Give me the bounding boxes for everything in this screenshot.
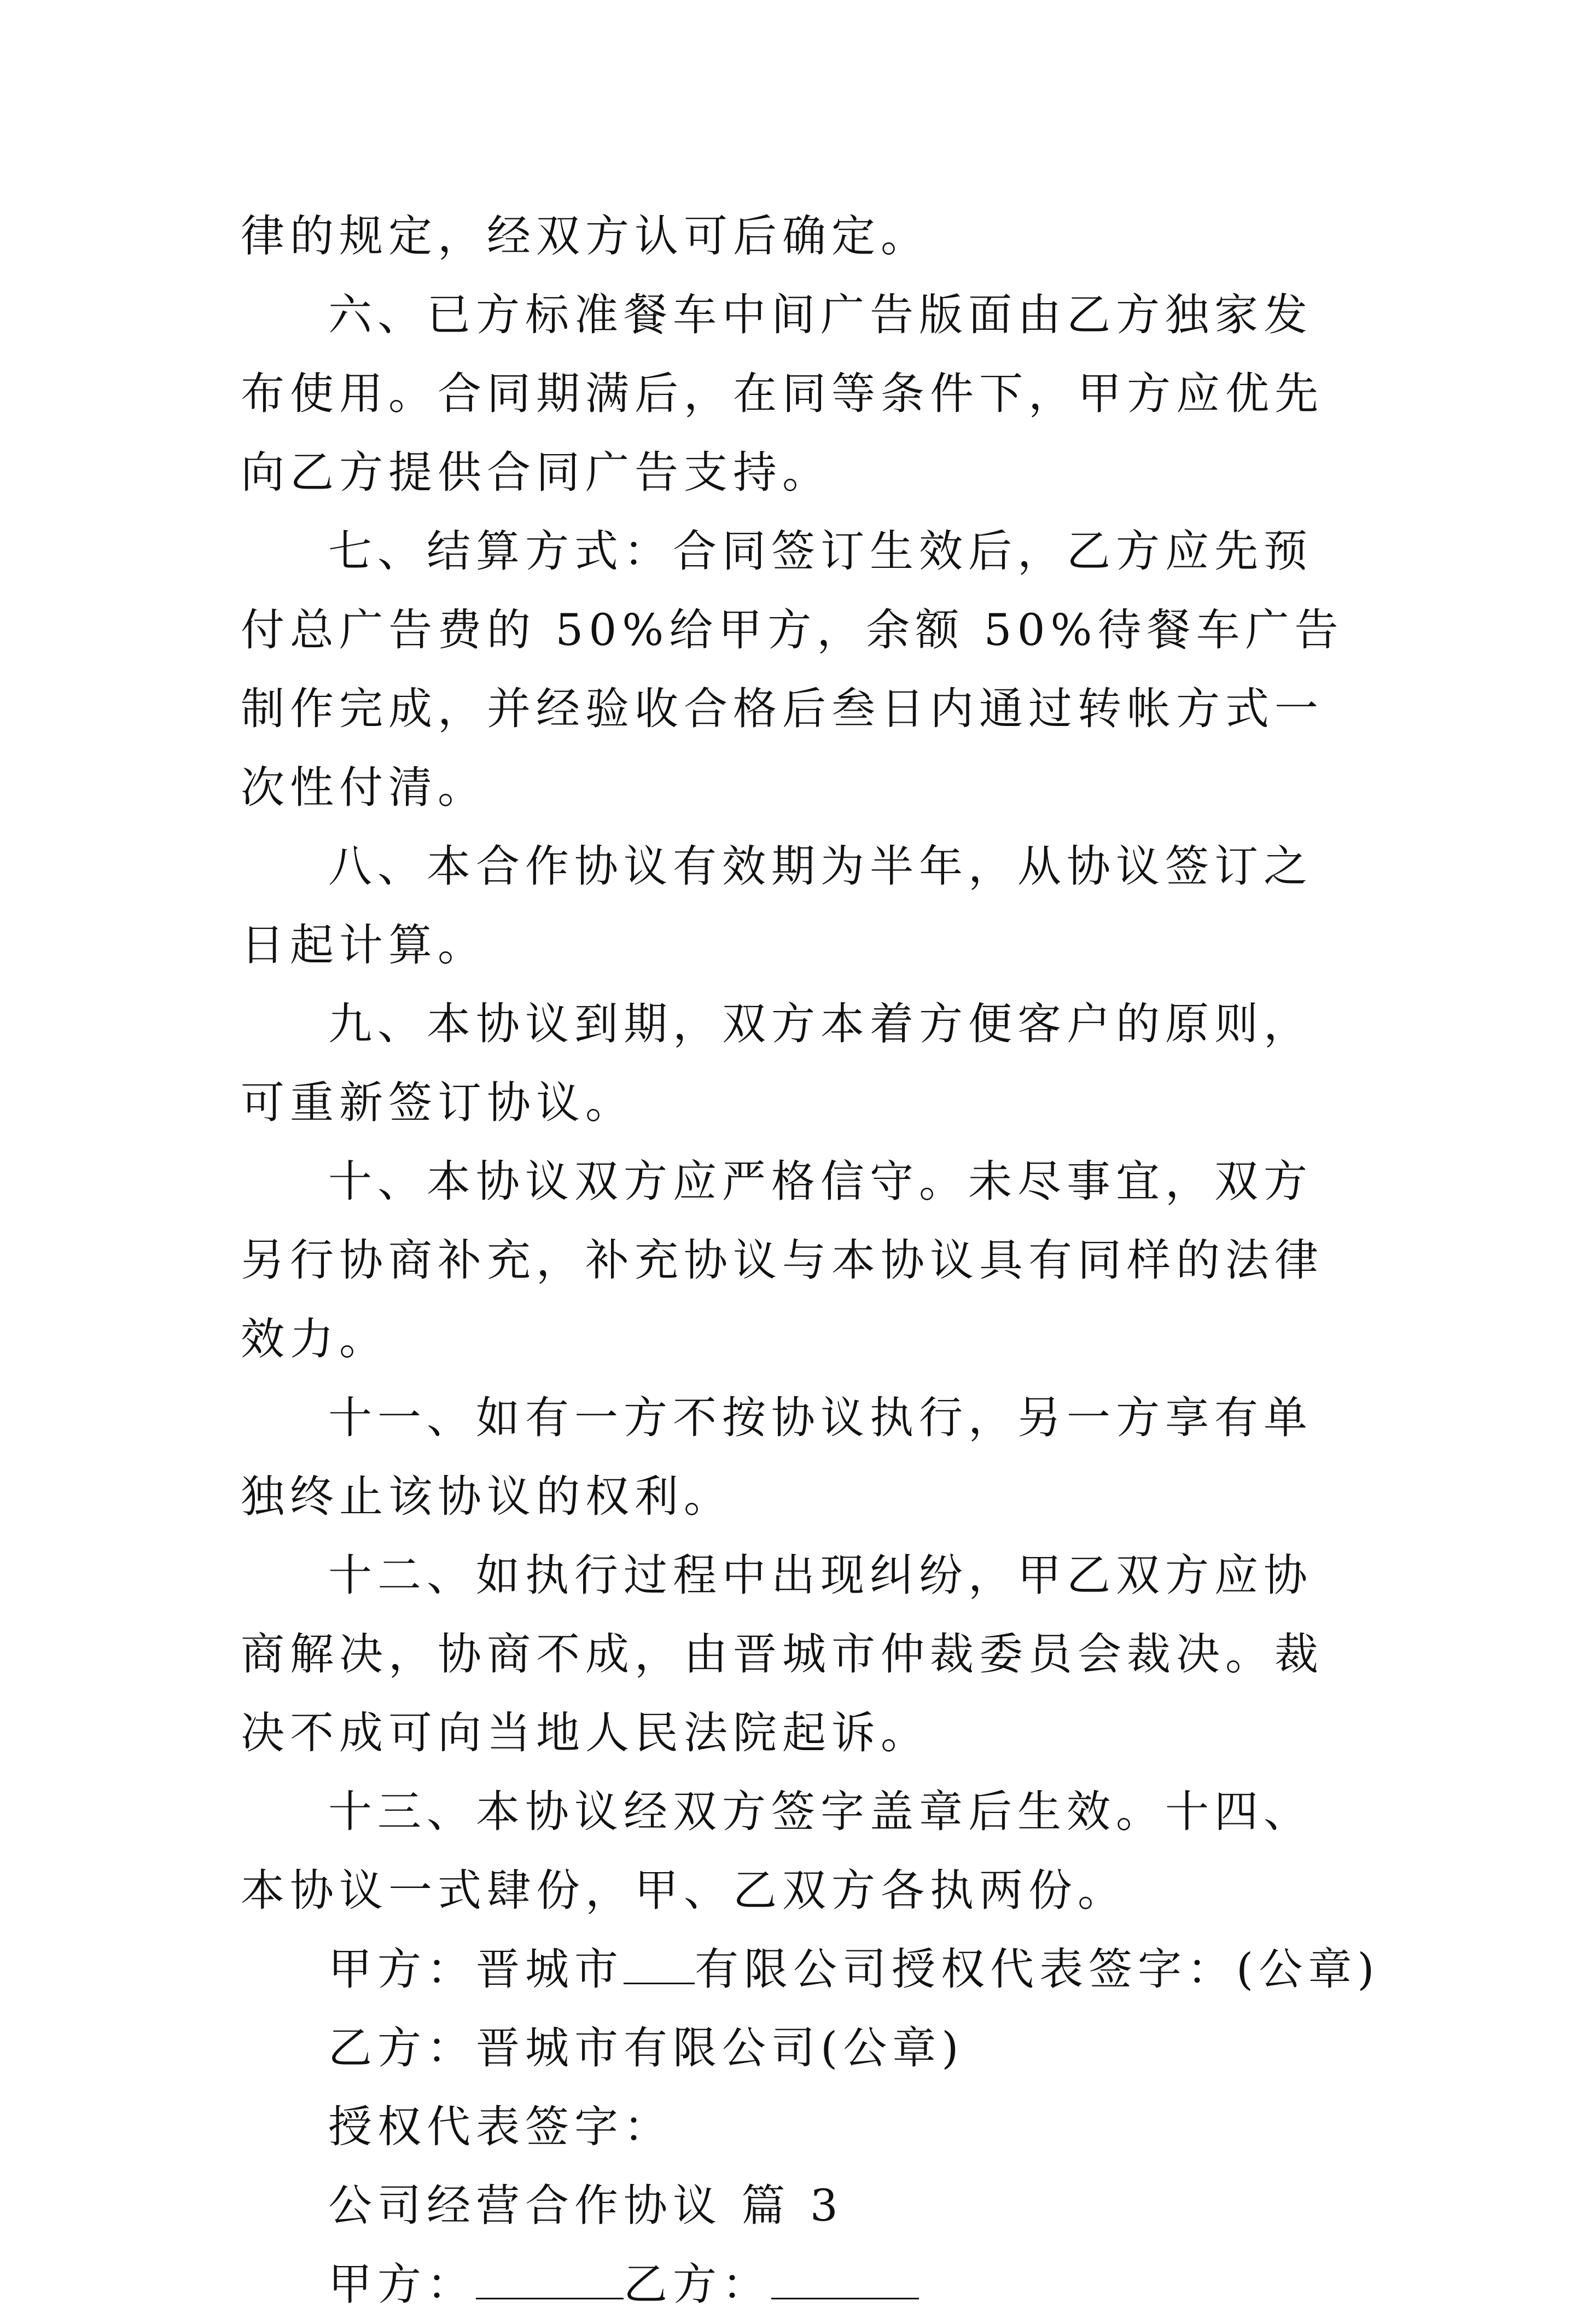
clause-10: 十、本协议双方应严格信守。未尽事宜，双方另行协商补充，补充协议与本协议具有同样的法律效力。 [241, 1156, 1324, 1364]
clause-9: 九、本协议到期，双方本着方便客户的原则，可重新签订协议。 [241, 998, 1313, 1128]
paragraph-continuation: 律的规定，经双方认可后确定。 [241, 211, 930, 262]
party-a-signature-line [241, 1930, 1380, 2009]
party-a-prefix: 甲方：晋城市 [328, 1944, 624, 1995]
clause-13: 十三、本协议经双方签字盖章后生效。十四、本协议一式肆份，甲、乙双方各执两份。 [241, 1786, 1313, 1916]
party-b-label: 乙方： [624, 2259, 771, 2310]
next-section-title: 公司经营合作协议 篇 3 [328, 2180, 843, 2231]
party-a-blank [476, 2259, 624, 2299]
clause-11: 十一、如有一方不按协议执行，另一方享有单独终止该协议的权利。 [241, 1392, 1313, 1522]
clause-12: 十二、如执行过程中出现纠纷，甲乙双方应协商解决，协商不成，由晋城市仲裁委员会裁决。裁决不成可向当地人民法院起诉。 [241, 1550, 1324, 1758]
document-body [241, 197, 1380, 2324]
party-a-suffix: 有限公司授权代表签字：(公章) [695, 1944, 1380, 1995]
clause-8: 八、本合作协议有效期为半年，从协议签订之日起计算。 [241, 841, 1313, 971]
authorized-rep-line: 授权代表签字： [328, 2101, 673, 2152]
clause-7: 七、结算方式：合同签订生效后，乙方应先预付总广告费的 50%给甲方，余额 50%待餐车广告制作完成，并经验收合格后叁日内通过转帐方式一次性付清。 [241, 526, 1344, 813]
parties-blank-line [241, 2245, 1357, 2324]
party-b-blank [771, 2259, 919, 2299]
clause-6: 六、已方标准餐车中间广告版面由乙方独家发布使用。合同期满后，在同等条件下，甲方应优先向乙方提供合同广告支持。 [241, 289, 1324, 498]
party-a-label: 甲方： [328, 2259, 476, 2310]
party-a-name-blank [624, 1944, 695, 1984]
party-b-signature-line: 乙方：晋城市有限公司(公章) [328, 2023, 964, 2073]
